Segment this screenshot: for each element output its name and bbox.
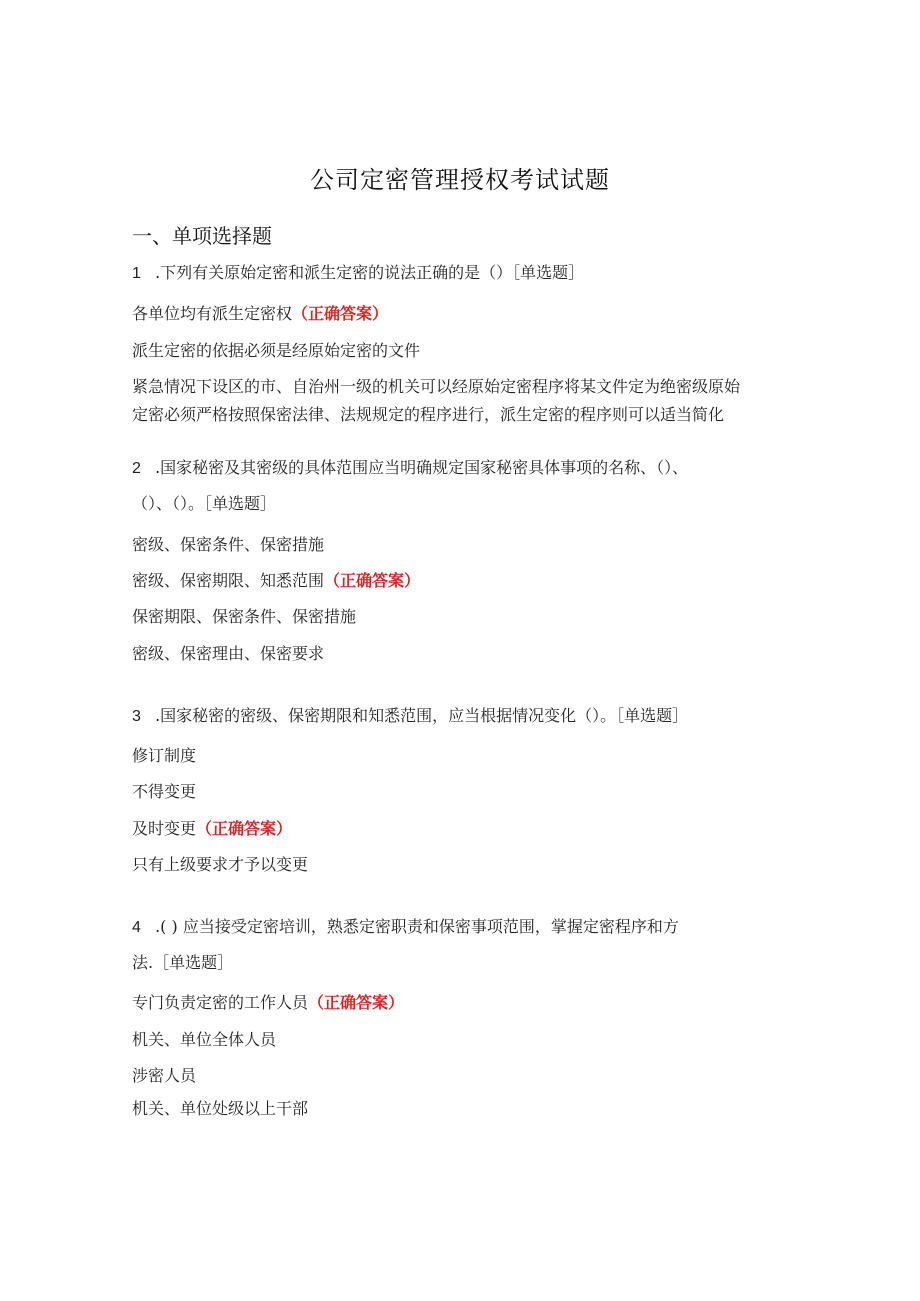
option-text: 及时变更 <box>132 819 197 838</box>
question-text: .下列有关原始定密和派生定密的说法正确的是（）［单选题］ <box>155 263 585 282</box>
option-3-2 <box>132 779 196 802</box>
option-3-1 <box>132 743 196 766</box>
question-4-continued <box>132 950 233 973</box>
option-2-1 <box>132 532 324 555</box>
question-3 <box>132 703 688 726</box>
option-text: 派生定密的依据必须是经原始定密的文件 <box>132 341 421 360</box>
option-text: 涉密人员 <box>132 1066 197 1085</box>
option-text: 机关、单位处级以上干部 <box>132 1099 309 1118</box>
option-4-4 <box>132 1096 308 1119</box>
question-text: .国家秘密及其密级的具体范围应当明确规定国家秘密具体事项的名称、（）、 <box>155 458 689 477</box>
option-text: 只有上级要求才予以变更 <box>132 855 309 874</box>
section-heading: 一、单项选择题 <box>132 224 272 248</box>
option-text: 保密期限、保密条件、保密措施 <box>132 607 357 626</box>
page-title: 公司定密管理授权考试试题 <box>310 166 610 194</box>
option-text: 紧急情况下设区的市、自治州一级的机关可以经原始定密程序将某文件定为绝密级原始 <box>132 377 741 396</box>
correct-answer-mark: （正确答案） <box>308 993 405 1012</box>
option-text: 密级、保密期限、知悉范围 <box>132 571 325 590</box>
question-number: 2 <box>132 460 141 477</box>
question-text: （）、（）。［单选题］ <box>132 494 277 513</box>
option-1-3 <box>132 374 740 397</box>
option-text: 各单位均有派生定密权 <box>132 304 293 323</box>
option-3-4 <box>132 852 308 875</box>
question-text: .( ) 应当接受定密培训，熟悉定密职责和保密事项范围，掌握定密程序和方 <box>155 917 679 936</box>
correct-answer-mark: （正确答案） <box>292 304 389 323</box>
question-2 <box>132 455 688 478</box>
option-text: 定密必须严格按照保密法律、法规规定的程序进行，派生定密的程序则可以适当简化 <box>132 405 725 424</box>
option-4-2 <box>132 1027 276 1050</box>
question-number: 1 <box>132 265 141 282</box>
option-3-3 <box>132 816 292 839</box>
option-text: 机关、单位全体人员 <box>132 1030 277 1049</box>
correct-answer-mark: （正确答案） <box>196 819 293 838</box>
question-text: 法.［单选题］ <box>132 953 234 972</box>
option-4-3 <box>132 1063 196 1086</box>
question-text: .国家秘密的密级、保密期限和知悉范围，应当根据情况变化（）。［单选题］ <box>155 706 689 725</box>
question-1 <box>132 260 584 283</box>
question-number: 4 <box>132 919 141 936</box>
option-text: 不得变更 <box>132 782 197 801</box>
correct-answer-mark: （正确答案） <box>324 571 421 590</box>
question-number: 3 <box>132 708 141 725</box>
option-4-1 <box>132 990 404 1013</box>
option-text: 专门负责定密的工作人员 <box>132 993 309 1012</box>
option-2-2 <box>132 568 420 591</box>
option-text: 密级、保密条件、保密措施 <box>132 535 325 554</box>
option-text: 密级、保密理由、保密要求 <box>132 644 325 663</box>
option-2-4 <box>132 641 324 664</box>
question-2-continued <box>132 491 276 514</box>
question-4 <box>132 914 679 937</box>
option-1-4 <box>132 402 724 425</box>
option-1-1 <box>132 301 388 324</box>
option-2-3 <box>132 604 356 627</box>
option-1-2 <box>132 338 420 361</box>
option-text: 修订制度 <box>132 746 197 765</box>
